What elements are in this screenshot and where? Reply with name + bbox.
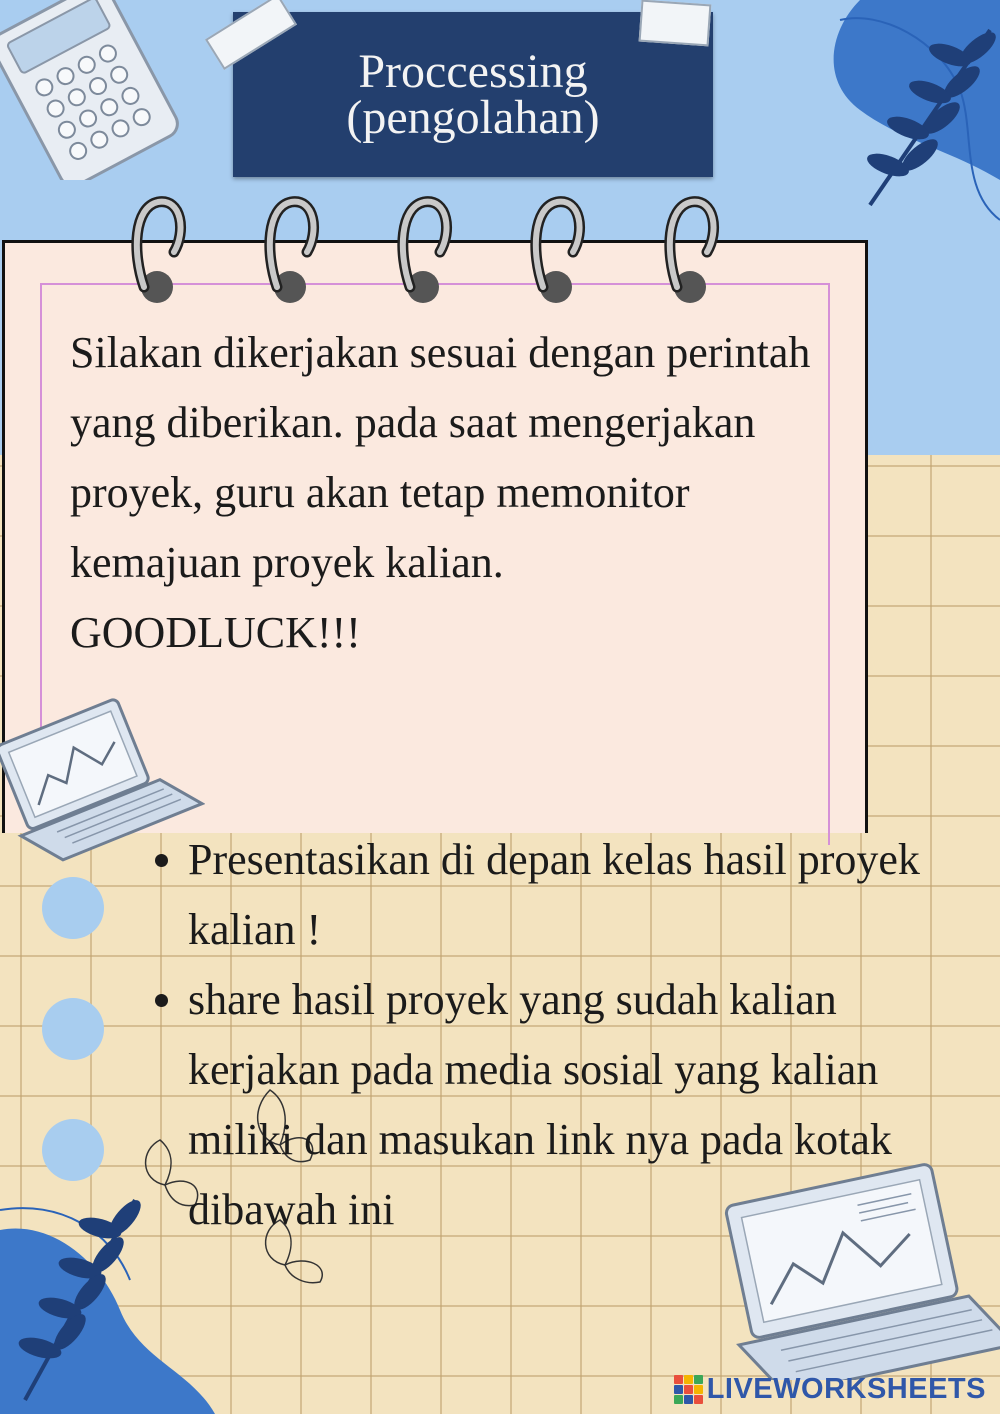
- calculator-icon: [0, 0, 180, 180]
- binder-ring-icon: [122, 192, 192, 312]
- page-title-line-1: Proccessing: [358, 44, 588, 98]
- paragraph-line: GOODLUCK!!!: [70, 608, 361, 657]
- page-title-line-2: (pengolahan): [346, 90, 600, 144]
- paragraph-line: proyek, guru akan tetap memonitor: [70, 468, 690, 517]
- leaf-branch-icon: [800, 0, 1000, 240]
- paragraph-line: kemajuan proyek kalian.: [70, 538, 504, 587]
- decorative-dot: [42, 998, 104, 1060]
- brand-text: LIVEWORKSHEETS: [706, 1372, 986, 1405]
- paragraph-line: Silakan dikerjakan sesuai dengan perintah: [70, 328, 811, 377]
- instruction-paragraph: [70, 318, 840, 668]
- binder-ring-icon: [655, 192, 725, 312]
- decorative-dot: [42, 877, 104, 939]
- binder-ring-icon: [388, 192, 458, 312]
- liveworksheets-logo: [674, 1372, 986, 1406]
- binder-ring-icon: [255, 192, 325, 312]
- liveworksheets-grid-icon: [674, 1375, 703, 1404]
- list-item: • Presentasikan di depan kelas hasil proyek kalian !: [188, 825, 978, 965]
- laptop-chart-icon: [720, 1150, 1000, 1380]
- binder-ring-icon: [521, 192, 591, 312]
- paragraph-line: yang diberikan. pada saat mengerjakan: [70, 398, 756, 447]
- list-item: • share hasil proyek yang sudah kalian kerjakan pada media sosial yang kalian miliki dan masukan link nya pada kotak dibawah ini: [188, 965, 978, 1245]
- tape-strip-right: [639, 0, 712, 46]
